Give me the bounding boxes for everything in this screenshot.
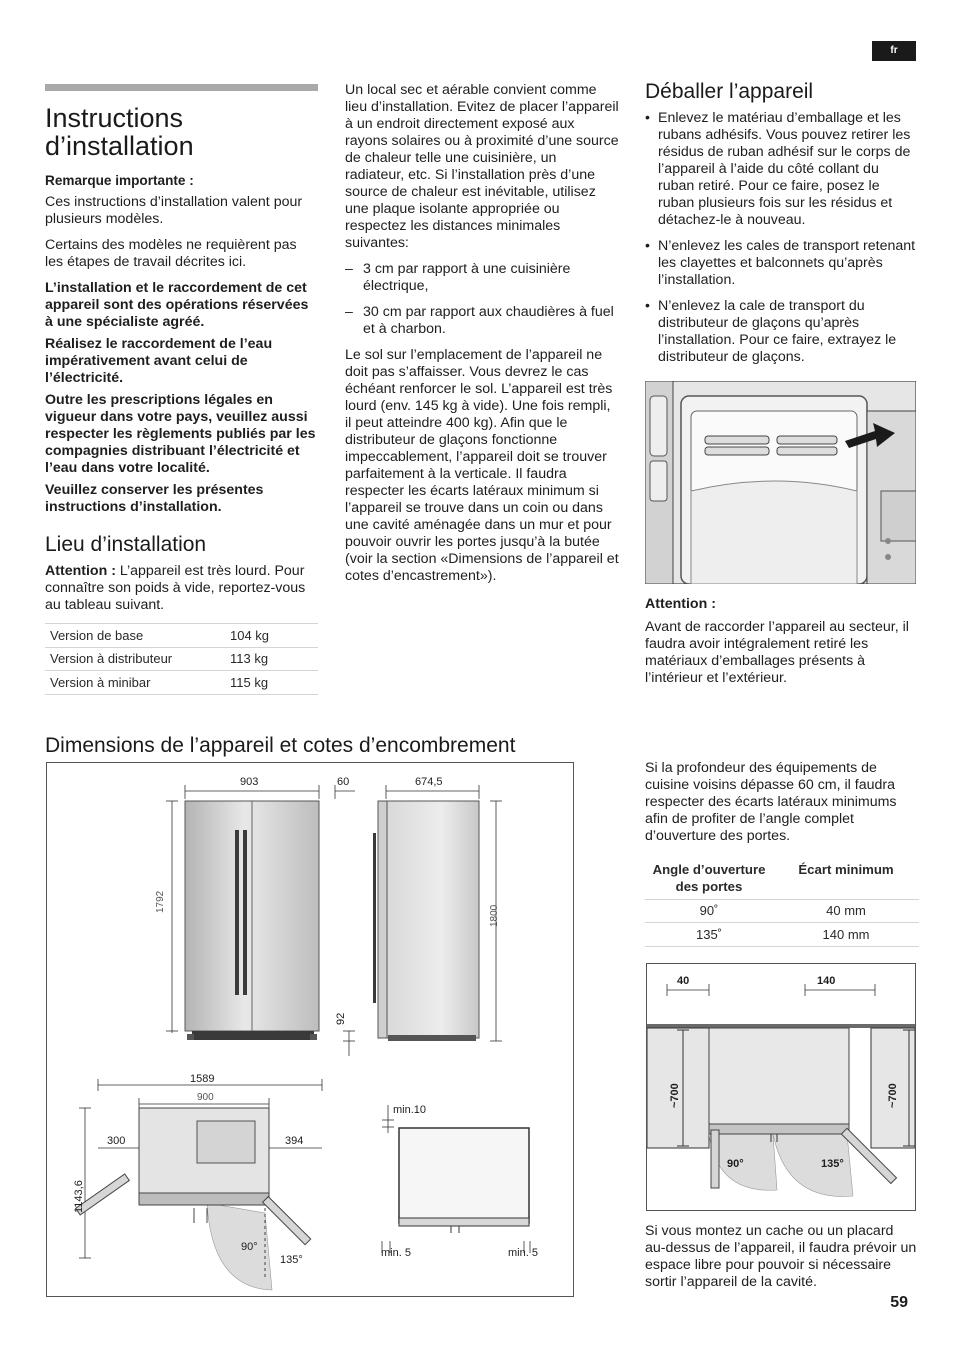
col1-bold-1: L’installation et le raccordement de cet appareil sont des opérations réservées à une spécialiste agréé. <box>45 280 309 330</box>
weight-value: 104 kg <box>225 624 318 648</box>
dimension-drawings <box>47 763 573 1296</box>
column-1 <box>45 172 318 695</box>
depth-700-left: ~700 <box>669 1083 681 1108</box>
dim-min5-left: min. 5 <box>381 1247 411 1259</box>
table-row <box>45 624 318 648</box>
col1-bold-4: Veuillez conserver les présentes instructions d’installation. <box>45 482 264 515</box>
weight-value: 113 kg <box>225 647 318 671</box>
dimensions-figure <box>46 762 574 1297</box>
weight-table <box>45 623 318 695</box>
table-header-row <box>645 859 919 899</box>
clearance-paragraph: Si la profondeur des équipements de cuisine voisins dépasse 60 cm, il faudra respecter des écarts latéraux minimums afin de profiter de l’angle complet d’ouverture des portes. <box>645 760 897 844</box>
clearance-drawing <box>647 964 915 1210</box>
dimensions-heading: Dimensions de l’appareil et cotes d’encombrement <box>45 734 516 757</box>
weight-value: 115 kg <box>225 671 318 695</box>
weight-model: Version à distributeur <box>45 647 225 671</box>
dim-90: 90° <box>241 1241 258 1253</box>
gap-140: 140 <box>817 975 836 987</box>
dim-300: 300 <box>107 1135 126 1147</box>
dim-903: 903 <box>240 776 259 788</box>
col1-paragraph-1: Ces instructions d’installation valent pour plusieurs modèles. <box>45 194 303 227</box>
clearance-figure <box>646 963 916 1211</box>
dim-60: 60 <box>337 776 350 788</box>
table-row <box>45 647 318 671</box>
table-row <box>45 671 318 695</box>
angle-135: 135° <box>821 1158 844 1170</box>
dim-92: 92 <box>335 1012 347 1025</box>
column-2 <box>345 82 619 585</box>
remarque-label: Remarque importante : <box>45 173 194 188</box>
deballer-attention <box>645 596 917 687</box>
col2-paragraph-2: Le sol sur l’emplacement de l’appareil ne doit pas s’affaisser. Vous devrez le cas échéant renforcer le sol. L’appareil est très lourd (env. 145 kg à vide). Une fois rempli, il peut atteindre 400 kg). Afin que le distributeur de glaçons fonctionne impeccablement, l’appareil doit se trouver parfaitement à la verticale. Il faudra respecter les écarts latéraux minimum si l’appareil se trouve dans un coin ou dans une cavité aménagée dans un mur et pour pouvoir ouvrir les portes jusqu’à la butée (voir la section «Dimensions de l’appareil et cotes d’encastrement»). <box>345 347 619 584</box>
table-row <box>645 899 919 923</box>
dim-135: 135° <box>280 1254 303 1266</box>
dim-min10: min.10 <box>393 1104 427 1116</box>
col1-bold-3: Outre les prescriptions légales en vigueur dans votre pays, veuillez aussi respecter les règlements publiés par les compagnies distribuant l’électricité et l’eau dans votre localité. <box>45 392 316 476</box>
header-angle: Angle d’ouverture des portes <box>652 862 766 894</box>
depth-700-right: ~700 <box>887 1083 899 1108</box>
gap-cell: 40 mm <box>773 899 919 923</box>
col1-paragraph-2: Certains des modèles ne requièrent pas les étapes de travail décrites ici. <box>45 237 297 270</box>
dim-1800: 1800 <box>489 904 500 927</box>
deballer-attention-label: Attention : <box>645 596 716 612</box>
angle-cell: 135˚ <box>645 923 773 947</box>
lieu-attention-label: Attention : <box>45 563 116 579</box>
dim-1589: 1589 <box>190 1073 215 1085</box>
dim-1792: 1792 <box>155 890 166 913</box>
deballer-attention-text: Avant de raccorder l’appareil au secteur, il faudra avoir intégralement retiré les matériaux d’emballages présents à l’intérieur et l’extérieur. <box>645 619 909 686</box>
dim-min5-right: min. 5 <box>508 1247 538 1259</box>
gap-cell: 140 mm <box>773 923 919 947</box>
column-3 <box>645 80 917 366</box>
deballer-bullet-3: • N’enlevez la cale de transport du distributeur de glaçons qu’après l’installation. Pour ce faire, extrayez le distributeur de glaçons. <box>645 298 917 366</box>
clearance-intro <box>645 760 917 845</box>
language-tab: fr <box>872 41 916 61</box>
lieu-attention <box>45 563 318 614</box>
cavity-paragraph: Si vous montez un cache ou un placard au-dessus de l’appareil, il faudra prévoir un espace libre pour pouvoir si nécessaire sortir l’appareil de la cavité. <box>645 1223 917 1290</box>
dim-900: 900 <box>197 1092 214 1103</box>
table-row <box>645 923 919 947</box>
page-number: 59 <box>890 1294 908 1311</box>
cavity-note <box>645 1223 917 1291</box>
lieu-attention-text: L’appareil est très lourd. Pour connaître son poids à vide, reportez-vous au tableau suivant. <box>45 563 306 613</box>
col2-paragraph-1: Un local sec et aérable convient comme lieu d’installation. Evitez de placer l’appareil à un endroit directement exposé aux rayons solaires ou à proximité d’une source de chaleur telle une cuisinière, un radiateur, etc. Si l’installation près d’une source de chaleur est inévitable, utilisez une plaque isolante appropriée ou respectez les distances minimales suivantes: <box>345 82 619 251</box>
weight-model: Version à minibar <box>45 671 225 695</box>
gap-40: 40 <box>677 975 690 987</box>
col2-dash-1: – 3 cm par rapport à une cuisinière électrique, <box>345 261 619 295</box>
dim-394: 394 <box>285 1135 304 1147</box>
col1-bold-2: Réalisez le raccordement de l’eau impérativement avant celui de l’électricité. <box>45 336 273 386</box>
deballer-bullet-2: • N’enlevez les cales de transport retenant les clayettes et balconnets qu’après l’installation. <box>645 238 917 289</box>
page-title: Instructions d’installation <box>45 103 194 161</box>
dim-674: 674,5 <box>415 776 443 788</box>
weight-model: Version de base <box>45 624 225 648</box>
lieu-heading: Lieu d’installation <box>45 533 207 556</box>
title-rule <box>45 84 318 91</box>
col2-dash-2: – 30 cm par rapport aux chaudières à fuel et à charbon. <box>345 304 619 338</box>
angle-90: 90° <box>727 1158 744 1170</box>
angle-cell: 90˚ <box>645 899 773 923</box>
deballer-bullet-1: • Enlevez le matériau d’emballage et les rubans adhésifs. Vous pouvez retirer les résidus de ruban adhésif sur le corps de l’appareil à l’aide du côté collant du ruban retiré. Pour ce faire, posez le ruban plusieurs fois sur les résidus et détachez-le à nouveau. <box>645 110 917 229</box>
header-gap: Écart minimum <box>798 862 894 877</box>
clearance-table <box>645 859 919 947</box>
deballer-heading: Déballer l’appareil <box>645 80 814 103</box>
fridge-interior-illustration <box>645 381 916 584</box>
dim-1143: 1143,6 <box>73 1180 85 1213</box>
